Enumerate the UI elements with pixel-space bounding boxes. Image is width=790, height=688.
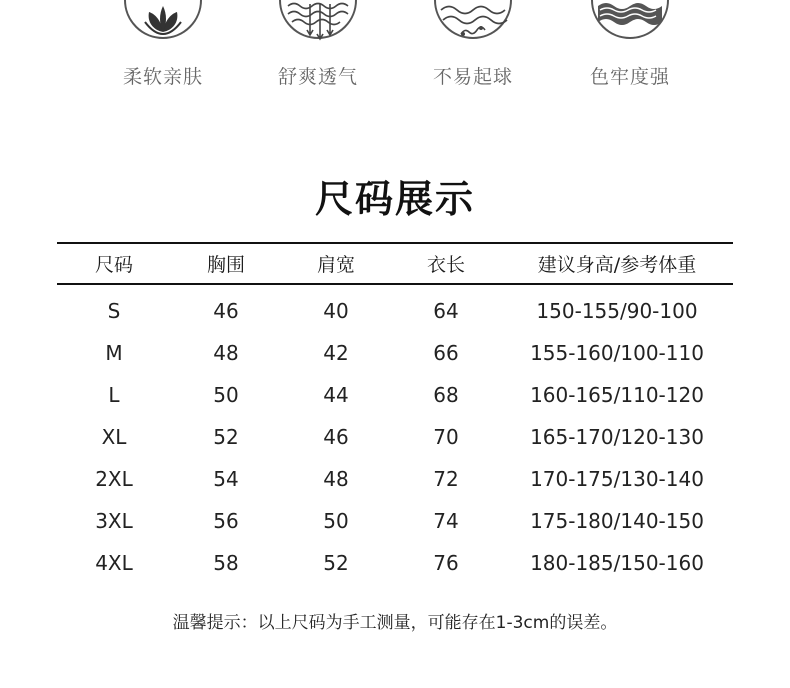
anti-pilling-icon bbox=[433, 0, 513, 60]
cell-height-weight: 150-155/90-100 bbox=[536, 299, 698, 323]
table-row bbox=[57, 290, 733, 332]
cell-size: 4XL bbox=[95, 551, 133, 575]
feature-label: 色牢度强 bbox=[589, 66, 670, 88]
cell-shoulder: 42 bbox=[323, 341, 349, 365]
feature-anti-pilling bbox=[403, 0, 543, 100]
colorfast-icon bbox=[590, 0, 670, 60]
cell-length: 72 bbox=[433, 467, 459, 491]
cell-chest: 48 bbox=[213, 341, 239, 365]
cell-length: 66 bbox=[433, 341, 459, 365]
cell-size: XL bbox=[101, 425, 127, 449]
table-row bbox=[57, 374, 733, 416]
cell-size: 2XL bbox=[95, 467, 133, 491]
table-row bbox=[57, 542, 733, 584]
cell-shoulder: 52 bbox=[323, 551, 349, 575]
feature-icons-row bbox=[0, 0, 790, 100]
header-length: 衣长 bbox=[426, 254, 465, 276]
header-shoulder: 肩宽 bbox=[316, 254, 355, 276]
breathable-waves-icon bbox=[278, 0, 358, 60]
cotton-flower-icon bbox=[123, 0, 203, 60]
cell-chest: 52 bbox=[213, 425, 239, 449]
cell-length: 64 bbox=[433, 299, 459, 323]
cell-shoulder: 50 bbox=[323, 509, 349, 533]
feature-label: 舒爽透气 bbox=[277, 66, 358, 88]
cell-shoulder: 40 bbox=[323, 299, 349, 323]
cell-size: 3XL bbox=[95, 509, 133, 533]
cell-chest: 54 bbox=[213, 467, 239, 491]
cell-height-weight: 160-165/110-120 bbox=[530, 383, 704, 407]
cell-chest: 58 bbox=[213, 551, 239, 575]
table-row bbox=[57, 416, 733, 458]
cell-height-weight: 180-185/150-160 bbox=[530, 551, 704, 575]
table-row bbox=[57, 332, 733, 374]
header-size: 尺码 bbox=[94, 254, 133, 276]
cell-shoulder: 48 bbox=[323, 467, 349, 491]
cell-height-weight: 165-170/120-130 bbox=[530, 425, 704, 449]
cell-chest: 46 bbox=[213, 299, 239, 323]
table-row bbox=[57, 458, 733, 500]
cell-shoulder: 46 bbox=[323, 425, 349, 449]
feature-colorfast bbox=[560, 0, 700, 100]
cell-length: 70 bbox=[433, 425, 459, 449]
cell-size: S bbox=[107, 299, 121, 323]
cell-shoulder: 44 bbox=[323, 383, 349, 407]
cell-length: 68 bbox=[433, 383, 459, 407]
table-row bbox=[57, 500, 733, 542]
cell-height-weight: 170-175/130-140 bbox=[530, 467, 704, 491]
cell-height-weight: 155-160/100-110 bbox=[530, 341, 704, 365]
cell-height-weight: 175-180/140-150 bbox=[530, 509, 704, 533]
feature-label: 柔软亲肤 bbox=[122, 66, 203, 88]
cell-size: M bbox=[105, 341, 123, 365]
size-section-title: 尺码展示 bbox=[314, 177, 475, 221]
cell-length: 74 bbox=[433, 509, 459, 533]
table-header-row bbox=[57, 244, 733, 286]
cell-size: L bbox=[108, 383, 120, 407]
size-tip-note: 温馨提示：以上尺码为手工测量，可能存在1-3cm的误差。 bbox=[172, 613, 618, 633]
feature-soft bbox=[93, 0, 233, 100]
feature-label: 不易起球 bbox=[432, 66, 513, 88]
feature-breathable bbox=[248, 0, 388, 100]
cell-chest: 50 bbox=[213, 383, 239, 407]
cell-length: 76 bbox=[433, 551, 459, 575]
cell-chest: 56 bbox=[213, 509, 239, 533]
header-chest: 胸围 bbox=[206, 254, 245, 276]
header-height-weight: 建议身高/参考体重 bbox=[537, 254, 697, 276]
table-header-rule bbox=[57, 283, 733, 285]
